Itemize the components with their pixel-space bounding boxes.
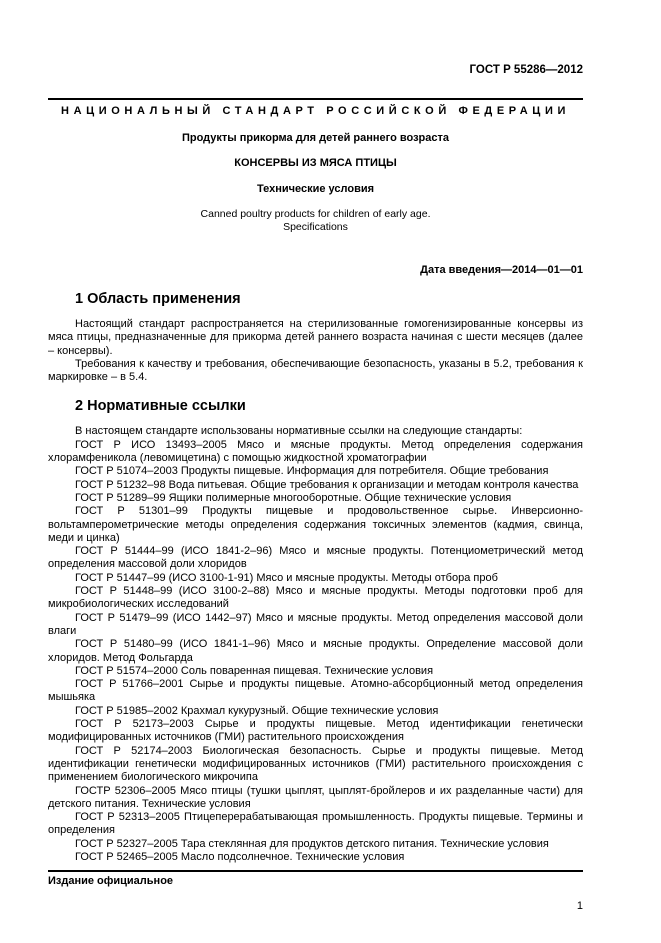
section-1-body	[48, 318, 583, 384]
reference-item: ГОСТ Р ИСО 13493–2005 Мясо и мясные продукты. Метод определения содержания хлорамфеникола (левомицетина) с помощью жидкостной хроматографии	[48, 438, 583, 465]
reference-item: ГОСТ Р 51289–99 Ящики полимерные многооборотные. Общие технические условия	[75, 491, 512, 504]
title-line-1: Продукты прикорма для детей раннего возраста	[181, 132, 450, 144]
reference-item: ГОСТ Р 51447–99 (ИСО 3100-1-91) Мясо и мясные продукты. Методы отбора проб	[75, 571, 498, 584]
reference-item: ГОСТР 52306–2005 Мясо птицы (тушки цыплят, цыплят-бройлеров и их разделанные части) для детского питания. Технические условия	[48, 784, 583, 810]
reference-item: ГОСТ Р 52173–2003 Сырье и продукты пищевые. Метод идентификации генетически модифицированных источников (ГМИ) растительного происхождения	[48, 718, 583, 744]
reference-item: ГОСТ Р 51444–99 (ИСО 1841-2–96) Мясо и мясные продукты. Потенциометрический метод определения массовой доли хлоридов	[48, 545, 583, 571]
title-line-2: КОНСЕРВЫ ИЗ МЯСА ПТИЦЫ	[234, 157, 397, 169]
reference-item: ГОСТ Р 51301–99 Продукты пищевые и продовольственное сырье. Инверсионно-вольтамперометрические методы определения содержания токсичных элементов (кадмия, свинца, меди и цинка)	[48, 505, 583, 544]
reference-item: ГОСТ Р 52465–2005 Масло подсолнечное. Технические условия	[75, 850, 405, 863]
reference-item: ГОСТ Р 51074–2003 Продукты пищевые. Информация для потребителя. Общие требования	[75, 465, 549, 478]
paragraph: Требования к качеству и требования, обеспечивающие безопасность, указаны в 5.2, требования к маркировке – в 5.4.	[48, 357, 583, 384]
page-number: 1	[576, 900, 583, 913]
reference-item: ГОСТ Р 52313–2005 Птицеперерабатывающая промышленность. Продукты пищевые. Термины и определения	[48, 811, 583, 837]
reference-item: ГОСТ Р 51985–2002 Крахмал кукурузный. Общие технические условия	[75, 704, 439, 717]
reference-item: ГОСТ Р 51479–99 (ИСО 1442–97) Мясо и мясные продукты. Метод определения массовой доли влаги	[48, 611, 583, 637]
reference-item: ГОСТ Р 51480–99 (ИСО 1841-1–96) Мясо и мясные продукты. Определение массовой доли хлоридов. Метод Фольгарда	[48, 638, 583, 664]
reference-item: ГОСТ Р 52174–2003 Биологическая безопасность. Сырье и продукты пищевые. Метод идентификации генетически модифицированных источников (ГМИ) растительного происхождения с применением биологического микрочипа	[48, 744, 583, 784]
paragraph: Настоящий стандарт распространяется на стерилизованные гомогенизированные консервы из мяса птицы, предназначенные для прикорма детей раннего возраста начиная с шести месяцев (далее – консервы).	[48, 318, 583, 357]
reference-item: ГОСТ Р 51232–98 Вода питьевая. Общие требования к организации и методам контроля качества	[75, 478, 579, 491]
section-1-heading: 1 Область применения	[75, 291, 241, 307]
section-2-heading: 2 Нормативные ссылки	[75, 398, 246, 415]
edition-label: Издание официальное	[48, 875, 174, 888]
effective-date: Дата введения—2014—01—01	[420, 264, 583, 276]
header-divider	[48, 98, 583, 100]
title-line-3: Технические условия	[256, 183, 375, 195]
national-standard-caption: НАЦИОНАЛЬНЫЙ СТАНДАРТ РОССИЙСКОЙ ФЕДЕРАЦИИ	[61, 105, 570, 117]
intro-paragraph: В настоящем стандарте использованы нормативные ссылки на следующие стандарты:	[75, 425, 523, 438]
reference-item: ГОСТ Р 52327–2005 Тара стеклянная для продуктов детского питания. Технические условия	[75, 837, 549, 850]
reference-item: ГОСТ Р 51448–99 (ИСО 3100-2–88) Мясо и мясные продукты. Методы подготовки проб для микробиологических исследований	[48, 585, 583, 611]
reference-item: ГОСТ Р 51574–2000 Соль поваренная пищевая. Технические условия	[75, 664, 434, 677]
footer-divider	[48, 870, 583, 872]
document-number: ГОСТ Р 55286—2012	[469, 64, 583, 76]
english-title-2: Specifications	[283, 221, 348, 233]
section-2-body	[48, 425, 583, 864]
reference-item: ГОСТ Р 51766–2001 Сырье и продукты пищевые. Атомно-абсорбционный метод определения мышьяка	[48, 678, 583, 704]
english-title-1: Canned poultry products for children of early age.	[200, 208, 431, 220]
